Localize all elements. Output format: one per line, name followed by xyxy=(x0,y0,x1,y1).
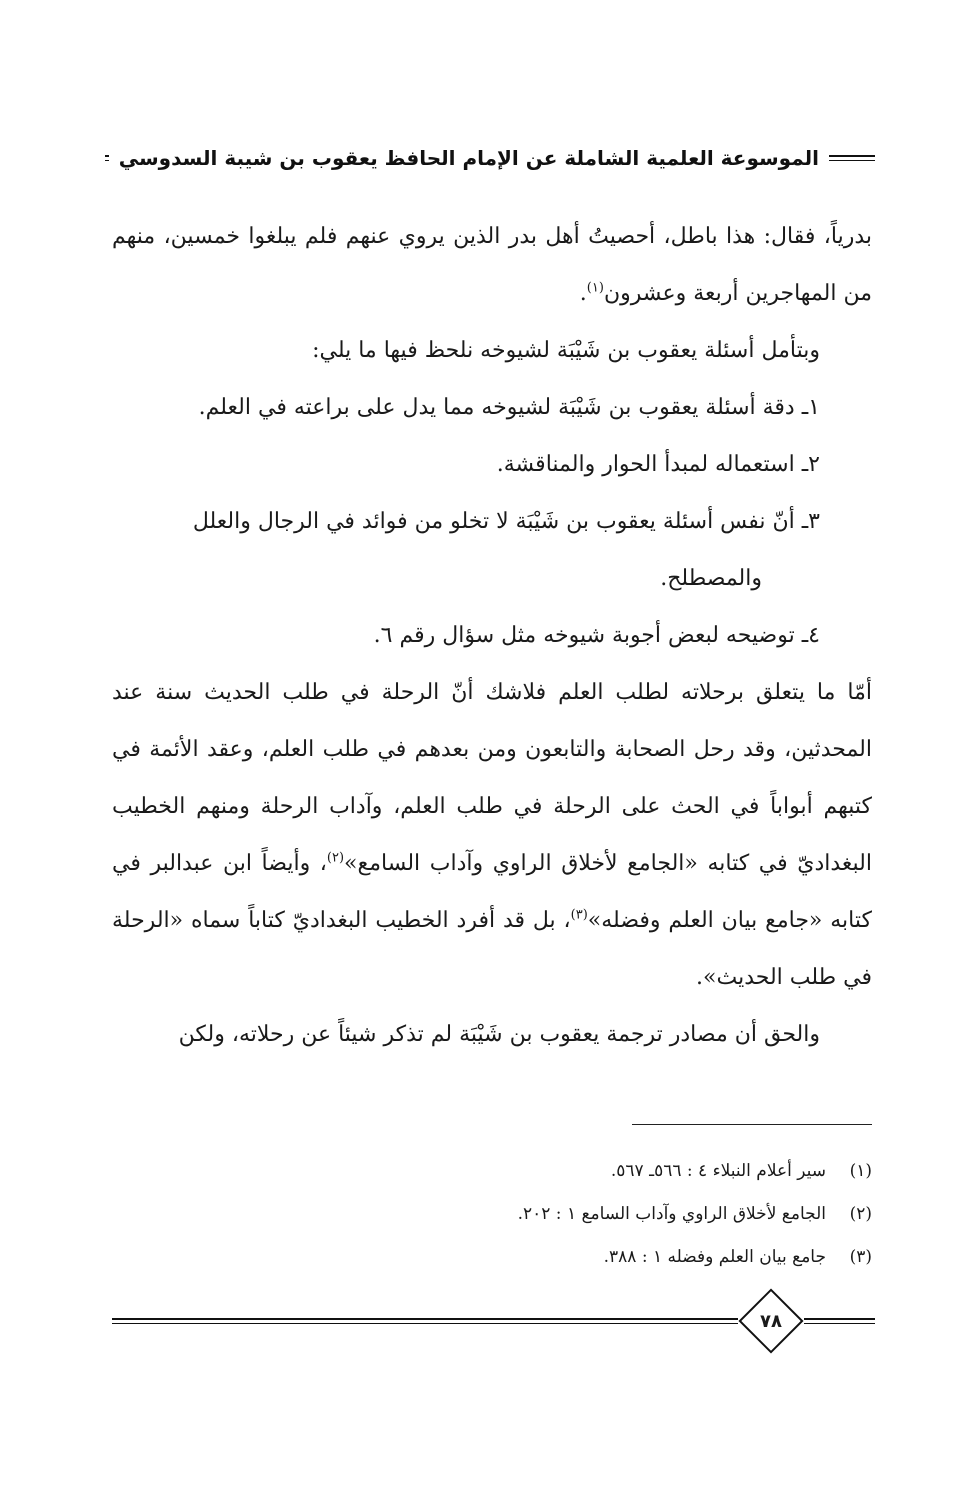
paragraph-1 xyxy=(112,208,872,322)
running-header xyxy=(105,140,875,176)
header-title: الموسوعة العلمية الشاملة عن الإمام الحافظ يعقوب بن شيبة السدوسي xyxy=(118,146,819,170)
header-rule-right xyxy=(829,155,875,161)
footnote-separator xyxy=(632,1124,872,1125)
list-item-3: ٣ـ أنّ نفس أسئلة يعقوب بن شَيْبَة لا تخلو من فوائد في الرجال والعلل xyxy=(192,509,820,534)
footnote-text: جامع بيان العلم وفضله ١ : ٣٨٨. xyxy=(603,1247,826,1267)
footnote-text: سير أعلام النبلاء ٤ : ٥٦٦ـ ٥٦٧. xyxy=(610,1161,826,1181)
paragraph-3-part-b: ، وأيضاً ابن عبدالبر في كتابه «جامع بيان العلم وفضله» xyxy=(112,851,873,933)
footnote-3 xyxy=(112,1236,872,1279)
paragraph-1-text: بدرياً، فقال: هذا باطل، أحصيتُ أهل بدر الذين يروي عنهم فلم يبلغوا خمسين، منهم من المهاجرين أربعة وعشرون xyxy=(112,224,872,306)
footnote-ref-2: (٢) xyxy=(326,850,345,866)
paragraph-2: وبتأمل أسئلة يعقوب بن شَيْبَة لشيوخه نلحظ فيها ما يلي: xyxy=(312,338,820,363)
footer-rule-left xyxy=(112,1318,738,1324)
footnotes xyxy=(112,1150,872,1279)
paragraph-4: والحق أن مصادر ترجمة يعقوب بن شَيْبَة لم تذكر شيئاً عن رحلاته، ولكن xyxy=(178,1022,820,1047)
list-item-3-continued: والمصطلح. xyxy=(660,566,762,591)
footnote-number: (٣) xyxy=(849,1247,872,1267)
paragraph-3-part-a: أمّا ما يتعلق برحلاته لطلب العلم فلاشك أنّ الرحلة في طلب الحديث سنة عند المحدثين، وقد رحل الصحابة والتابعون ومن بعدهم في طلب العلم، وعقد الأئمة في كتبهم أبواباً في الحث على الرحلة في طلب العلم، وآداب الرحلة ومنهم الخطيب البغداديّ في كتابه «الجامع لأخلاق الراوي وآداب السامع» xyxy=(112,680,872,876)
header-rule-left xyxy=(105,155,109,161)
list-item-2: ٢ـ استعماله لمبدأ الحوار والمناقشة. xyxy=(496,452,820,477)
footnote-ref-1: (١) xyxy=(586,280,604,296)
footer-rule-right xyxy=(804,1318,875,1324)
footnote-number: (١) xyxy=(849,1161,872,1181)
main-text xyxy=(112,208,872,1063)
page-number-badge xyxy=(740,1290,802,1352)
page-number: ٧٨ xyxy=(760,1310,782,1332)
list-item-4: ٤ـ توضيحه لبعض أجوبة شيوخه مثل سؤال رقم ٦. xyxy=(373,623,820,648)
paragraph-1-end: . xyxy=(579,281,587,306)
paragraph-3-part-c: ، بل قد أفرد الخطيب البغداديّ كتاباً سماه «الرحلة في طلب الحديث». xyxy=(112,908,872,990)
footnote-ref-3: (٣) xyxy=(570,907,588,923)
footnote-text: الجامع لأخلاق الراوي وآداب السامع ١ : ٢٠٢. xyxy=(517,1204,826,1224)
paragraph-3 xyxy=(112,664,872,1006)
footnote-2 xyxy=(112,1193,872,1236)
list-item-1: ١ـ دقة أسئلة يعقوب بن شَيْبَة لشيوخه مما يدل على براعته في العلم. xyxy=(198,395,820,420)
footnote-1 xyxy=(112,1150,872,1193)
footnote-number: (٢) xyxy=(849,1204,872,1224)
